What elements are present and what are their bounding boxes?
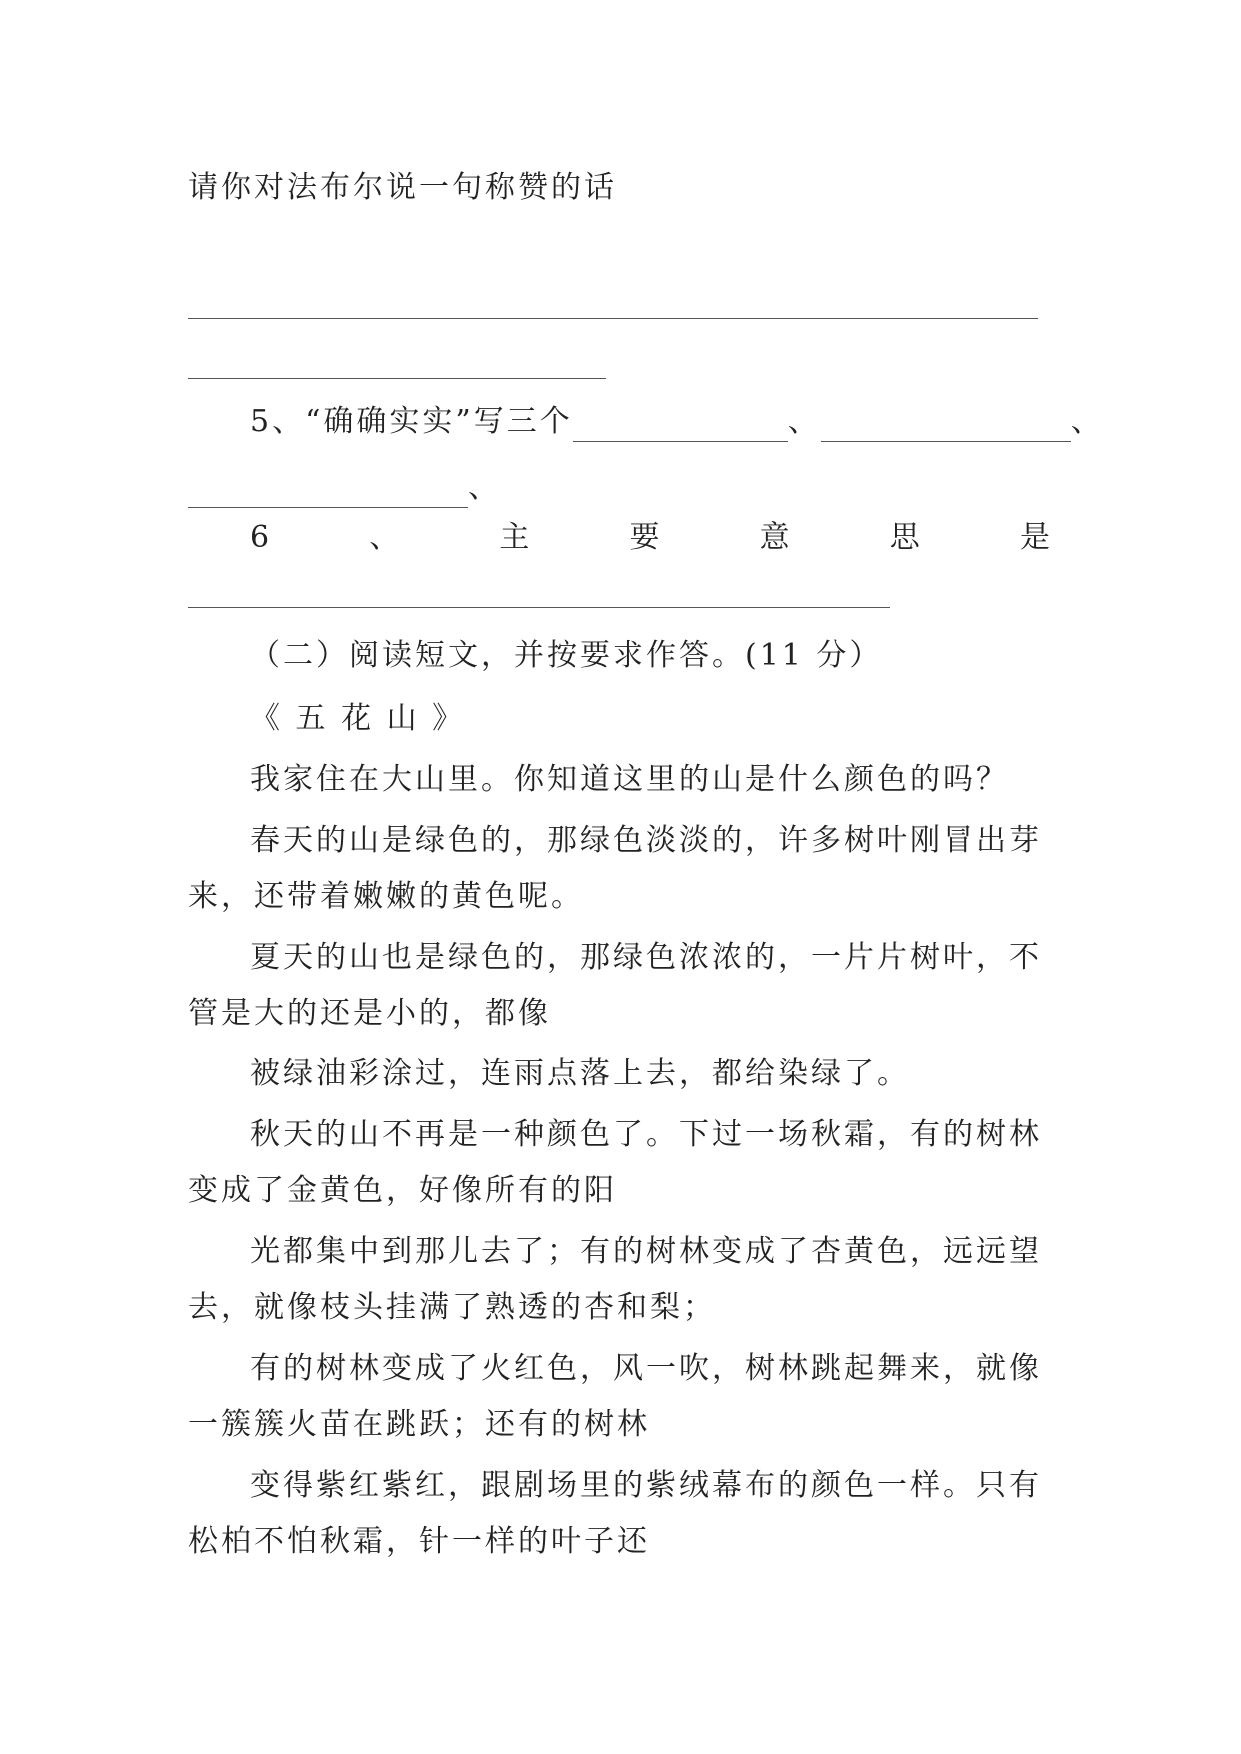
question-5-continued [188,468,501,508]
q5-blank-3[interactable] [188,477,468,508]
passage-line: 秋天的山不再是一种颜色了。下过一场秋霜，有的树林 [250,1117,1042,1152]
passage-line: 有的树林变成了火红色，风一吹，树林跳起舞来，就像 [250,1351,1042,1386]
q6-char: 是 [1019,520,1050,555]
q5-separator-2: 、 [1070,404,1104,439]
passage-line: 变得紫红紫红，跟剧场里的紫绒幕布的颜色一样。只有 [250,1468,1042,1503]
passage-line: 变成了金黄色，好像所有的阳 [188,1173,617,1208]
q6-char: 意 [759,520,790,555]
q5-separator-3: 、 [468,470,501,505]
passage-line: 光都集中到那儿去了；有的树林变成了杏黄色，远远望 [250,1234,1042,1269]
praise-prompt: 请你对法布尔说一句称赞的话 [188,170,617,205]
q5-blank-2[interactable] [821,411,1071,442]
question-5 [250,402,1104,442]
passage-line: 一簇簇火苗在跳跃；还有的树林 [188,1407,650,1442]
passage-title: 《 五 花 山 》 [250,701,466,736]
q6-char: 要 [629,520,660,555]
passage-line: 松柏不怕秋霜，针一样的叶子还 [188,1524,650,1559]
passage-line: 管是大的还是小的，都像 [188,996,551,1031]
q5-separator-1: 、 [787,404,821,439]
passage-line: 被绿油彩涂过，连雨点落上去，都给染绿了。 [250,1056,910,1091]
q6-char: 思 [889,520,920,555]
q5-blank-1[interactable] [573,411,788,442]
answer-line-2[interactable] [188,378,606,379]
passage-line: 来，还带着嫩嫩的黄色呢。 [188,879,584,914]
answer-line-1[interactable] [188,318,1038,319]
passage-line: 春天的山是绿色的，那绿色淡淡的，许多树叶刚冒出芽 [250,823,1042,858]
passage-line: 去，就像枝头挂满了熟透的杏和梨； [188,1290,716,1325]
question-6 [250,518,1050,558]
answer-line-6[interactable] [188,607,890,608]
passage-line: 我家住在大山里。你知道这里的山是什么颜色的吗？ [250,762,1009,797]
q6-char: 6 [250,520,270,555]
question-5-label: 5、“确确实实”写三个 [250,404,573,439]
passage-line: 夏天的山也是绿色的，那绿色浓浓的，一片片树叶，不 [250,940,1042,975]
q6-char: 主 [499,520,530,555]
section-2-heading: （二）阅读短文，并按要求作答。(11 分） [250,638,883,673]
q6-char: 、 [369,520,400,555]
